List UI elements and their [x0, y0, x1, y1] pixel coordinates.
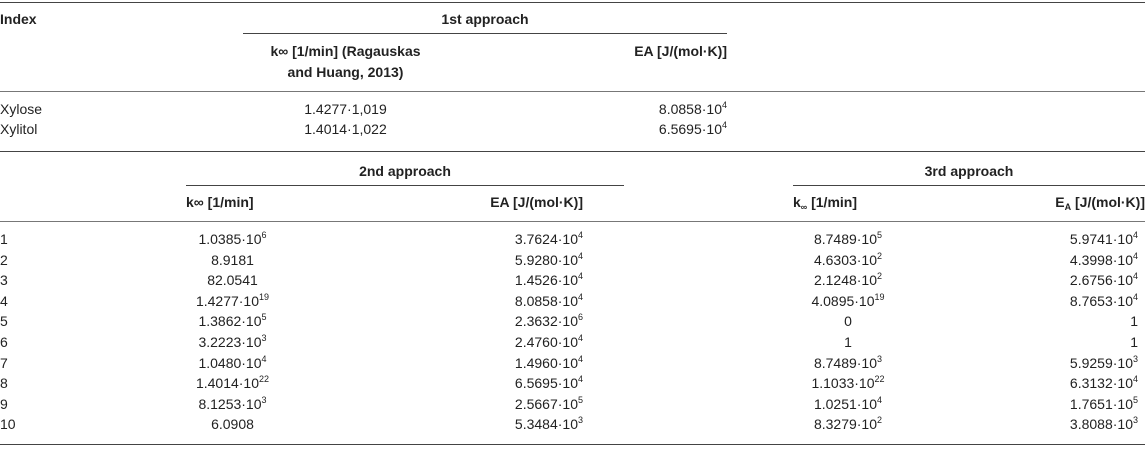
second-ea-value-exponent: 4	[577, 230, 583, 240]
second-k-value-mantissa: 3.2223·10	[198, 334, 262, 350]
third-k-value-mantissa: 8.7489·10	[813, 354, 878, 371]
third-ea-value-exponent: 4	[1132, 230, 1138, 240]
row-index: 8	[0, 375, 8, 392]
ea-value-mantissa: 8.0858·10	[658, 101, 722, 117]
second-ea-value	[420, 355, 583, 371]
second-k-value-exponent: 22	[259, 374, 270, 385]
k-value-mantissa: 1.4277·1,019	[304, 101, 387, 117]
third-k-value-mantissa: 1	[844, 334, 852, 350]
third-k-value-mantissa: 0	[844, 313, 852, 330]
third-ea-value-mantissa: 3.8088·10	[1069, 416, 1133, 433]
row-index: 10	[0, 416, 16, 433]
third-ea-value	[980, 416, 1138, 432]
third-k-value-exponent: 4	[877, 394, 883, 405]
third-approach-title: 3rd approach	[924, 163, 1014, 179]
table-row	[0, 101, 1145, 120]
second-k-value	[140, 231, 325, 247]
second-ea-value-mantissa: 5.9280·10	[514, 251, 578, 268]
second-ea-value-exponent: 4	[577, 374, 583, 385]
second-k-value	[140, 272, 325, 288]
ea-value-exponent: 4	[721, 120, 727, 130]
second-k-value-mantissa: 82.0541	[207, 272, 258, 289]
third-ea-value-exponent: 5	[1132, 394, 1138, 405]
second-ea-value-mantissa: 1.4526·10	[514, 272, 578, 289]
second-ea-value-exponent: 3	[577, 415, 583, 426]
third-k-value	[793, 334, 903, 350]
table-row	[0, 121, 1145, 140]
row-label: Xylitol	[0, 121, 38, 137]
second-ea-value-exponent: 4	[577, 291, 583, 302]
third-k-value-mantissa: 2.1248·10	[813, 272, 878, 289]
third-ea-value-mantissa: 8.7653·10	[1069, 292, 1133, 309]
third-k-value	[793, 231, 903, 247]
third-k-header-rest: [1/min]	[807, 194, 857, 210]
second-k-value-exponent: 3	[261, 333, 267, 343]
row-index: 7	[0, 354, 8, 371]
second-k-value	[140, 375, 325, 391]
table-row	[0, 293, 1145, 312]
table-row	[0, 313, 1145, 332]
table-row	[0, 355, 1145, 374]
third-k-value-mantissa: 4.6303·10	[813, 251, 878, 268]
table-row	[0, 272, 1145, 291]
second-ea-value-mantissa: 2.4760·10	[514, 334, 578, 350]
third-k-value	[793, 416, 903, 432]
second-k-value-exponent: 19	[259, 291, 270, 302]
third-k-value-exponent: 2	[877, 250, 883, 261]
ea-value	[560, 101, 727, 117]
third-k-value-exponent: 22	[874, 374, 885, 385]
second-approach-rule	[186, 185, 624, 186]
second-k-value	[140, 334, 325, 350]
first-approach-title: 1st approach	[441, 11, 529, 27]
k-header-line2: and Huang, 2013)	[287, 64, 404, 80]
second-ea-value	[420, 313, 583, 329]
row-index: 6	[0, 334, 8, 350]
table-row	[0, 231, 1145, 250]
table-row	[0, 396, 1145, 415]
third-k-value-exponent: 2	[877, 415, 883, 426]
third-k-value-exponent: 2	[877, 271, 883, 282]
third-ea-value-exponent: 4	[1132, 271, 1138, 282]
second-ea-value	[420, 293, 583, 309]
second-ea-value	[420, 272, 583, 288]
second-k-value	[140, 396, 325, 412]
second-ea-value	[420, 416, 583, 432]
second-k-value-mantissa: 8.1253·10	[198, 395, 262, 412]
second-ea-value-exponent: 5	[577, 394, 583, 405]
third-k-value-mantissa: 1.0251·10	[813, 395, 878, 412]
third-k-header	[793, 194, 857, 210]
second-k-value	[140, 252, 325, 268]
second-k-value	[140, 293, 325, 309]
third-ea-value-exponent: 3	[1132, 353, 1138, 364]
top-rule	[0, 2, 1145, 3]
third-ea-value	[980, 272, 1138, 288]
k-value	[243, 101, 448, 117]
third-ea-value-exponent: 4	[1132, 374, 1138, 385]
second-ea-value-exponent: 6	[577, 312, 583, 323]
third-ea-header-rest: [J/(mol·K)]	[1071, 194, 1145, 210]
second-k-value-mantissa: 8.9181	[211, 251, 254, 268]
second-k-value	[140, 355, 325, 371]
second-k-value-exponent: 5	[261, 312, 267, 323]
third-k-value-mantissa: 8.3279·10	[813, 416, 878, 433]
second-k-value-exponent: 6	[261, 230, 267, 240]
third-ea-value-mantissa: 1	[1130, 313, 1138, 330]
table-row	[0, 375, 1145, 394]
second-ea-value-exponent: 4	[577, 353, 583, 364]
third-k-value-mantissa: 4.0895·10	[811, 292, 875, 309]
table-row	[0, 416, 1145, 435]
row-index: 3	[0, 272, 8, 289]
third-ea-value-exponent: 4	[1132, 291, 1138, 302]
table-row	[0, 334, 1145, 353]
second-ea-value-mantissa: 2.5667·10	[514, 395, 578, 412]
third-k-value	[793, 252, 903, 268]
second-ea-value-exponent: 4	[577, 333, 583, 343]
third-ea-value	[980, 231, 1138, 247]
k-value	[243, 121, 448, 137]
k-header-line1: k∞ [1/min] (Ragauskas	[270, 43, 421, 59]
second-ea-value	[420, 252, 583, 268]
second-ea-value-mantissa: 8.0858·10	[514, 292, 578, 309]
row-index: 4	[0, 292, 8, 309]
second-k-value-mantissa: 1.4014·10	[195, 375, 260, 392]
third-ea-value	[980, 293, 1138, 309]
second-ea-value-mantissa: 1.4960·10	[514, 354, 578, 371]
third-k-value	[793, 396, 903, 412]
second-k-value-mantissa: 1.3862·10	[198, 313, 262, 330]
second-k-value-mantissa: 6.0908	[211, 416, 254, 433]
top-header-rule	[0, 91, 1145, 92]
ea-header: EA [J/(mol·K)]	[634, 43, 727, 59]
k-value-mantissa: 1.4014·1,022	[304, 121, 387, 137]
bottom-rule	[0, 444, 1145, 445]
third-ea-value	[980, 252, 1138, 268]
second-ea-value-mantissa: 2.3632·10	[514, 313, 578, 330]
third-k-value	[793, 355, 903, 371]
mid-rule	[0, 151, 1145, 152]
second-k-value-mantissa: 1.4277·10	[195, 292, 260, 309]
third-ea-header-sub: A	[1064, 202, 1072, 212]
third-ea-value-exponent: 3	[1132, 415, 1138, 426]
second-ea-value-exponent: 4	[577, 271, 583, 282]
second-ea-value-mantissa: 3.7624·10	[514, 231, 578, 247]
third-k-value-mantissa: 1.1033·10	[811, 375, 875, 392]
second-ea-value	[420, 334, 583, 350]
bottom-header-rule	[0, 221, 1145, 222]
first-approach-rule	[243, 33, 727, 34]
second-ea-value	[420, 375, 583, 391]
third-ea-header-main: E	[1055, 194, 1065, 210]
row-index: 9	[0, 395, 8, 412]
third-k-header-sub: ∞	[800, 202, 808, 212]
third-k-header-main: k	[793, 194, 801, 210]
second-ea-value	[420, 396, 583, 412]
second-k-value-mantissa: 1.0385·10	[198, 231, 262, 247]
second-k-header: k∞ [1/min]	[186, 194, 254, 210]
third-k-value-mantissa: 8.7489·10	[813, 231, 878, 247]
third-k-value	[793, 313, 903, 329]
index-header: Index	[0, 11, 37, 27]
third-ea-value-mantissa: 6.3132·10	[1069, 375, 1133, 392]
third-k-value-exponent: 3	[877, 353, 883, 364]
third-ea-value-mantissa: 4.3998·10	[1069, 251, 1133, 268]
third-k-value-exponent: 5	[877, 230, 883, 240]
third-ea-value	[980, 396, 1138, 412]
second-ea-value-exponent: 4	[577, 250, 583, 261]
third-k-value	[793, 375, 903, 391]
second-ea-value-mantissa: 5.3484·10	[514, 416, 578, 433]
row-index: 2	[0, 251, 8, 268]
third-ea-value-mantissa: 1	[1130, 334, 1138, 350]
second-k-value-exponent: 4	[261, 353, 267, 364]
second-k-value	[140, 416, 325, 432]
third-k-value	[793, 293, 903, 309]
second-ea-value	[420, 231, 583, 247]
ea-value	[560, 121, 727, 137]
ea-value-mantissa: 6.5695·10	[658, 121, 722, 137]
third-ea-header	[980, 194, 1145, 210]
third-ea-value	[980, 375, 1138, 391]
third-ea-value	[980, 355, 1138, 371]
third-ea-value	[980, 334, 1138, 350]
third-ea-value-mantissa: 1.7651·10	[1069, 395, 1133, 412]
row-index: 1	[0, 231, 8, 247]
table-row	[0, 252, 1145, 271]
row-index: 5	[0, 313, 8, 330]
third-ea-value	[980, 313, 1138, 329]
third-ea-value-mantissa: 2.6756·10	[1069, 272, 1133, 289]
second-ea-value-mantissa: 6.5695·10	[514, 375, 578, 392]
ea-value-exponent: 4	[721, 100, 727, 110]
third-approach-rule	[793, 185, 1145, 186]
second-k-value	[140, 313, 325, 329]
row-label: Xylose	[0, 101, 43, 117]
second-ea-header: EA [J/(mol·K)]	[490, 194, 583, 210]
second-k-value-exponent: 3	[261, 394, 267, 405]
second-approach-title: 2nd approach	[359, 163, 451, 179]
third-ea-value-exponent: 4	[1132, 250, 1138, 261]
third-ea-value-mantissa: 5.9259·10	[1069, 354, 1133, 371]
third-ea-value-mantissa: 5.9741·10	[1069, 231, 1133, 247]
second-k-value-mantissa: 1.0480·10	[198, 354, 262, 371]
third-k-value-exponent: 19	[874, 291, 885, 302]
third-k-value	[793, 272, 903, 288]
